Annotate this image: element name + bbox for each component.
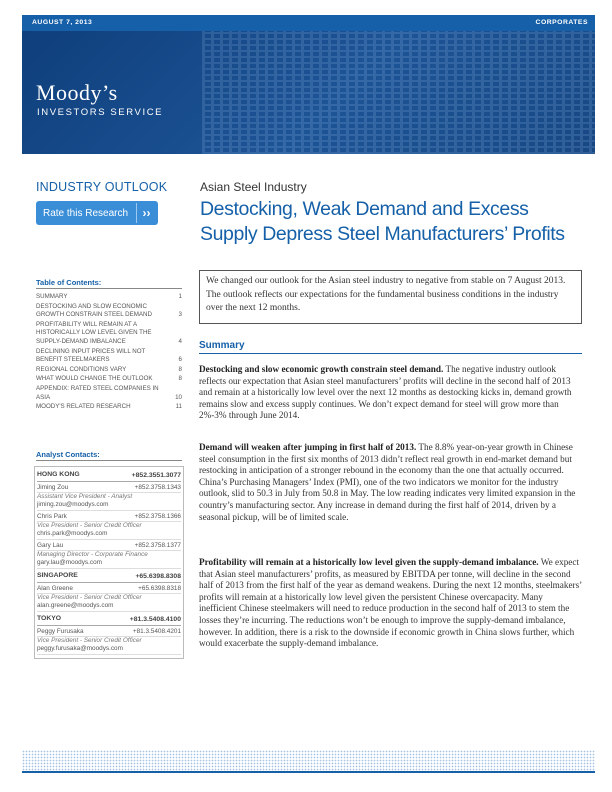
analyst-contacts xyxy=(34,466,184,659)
analyst-role: Assistant Vice President - Analyst xyxy=(37,492,181,501)
toc-item-page: 3 xyxy=(178,311,182,319)
paragraph-lead: Demand will weaken after jumping in first half of 2013. xyxy=(199,442,417,452)
industry-name: Asian Steel Industry xyxy=(200,180,307,194)
summary-heading: Summary xyxy=(199,340,245,351)
analyst-phone: +81.3.5408.4201 xyxy=(132,628,181,635)
office-header xyxy=(37,615,181,626)
analyst-email[interactable]: alan.greene@moodys.com xyxy=(37,602,114,609)
analyst-card xyxy=(37,542,181,569)
office-header xyxy=(37,471,181,482)
chevron-right-icon: ›› xyxy=(136,203,156,223)
analyst-contacts-heading: Analyst Contacts: xyxy=(36,450,100,459)
header-bar xyxy=(22,15,595,31)
analyst-email[interactable]: jiming.zou@moodys.com xyxy=(37,501,109,508)
analyst-role: Vice President - Senior Credit Officer xyxy=(37,593,181,602)
toc-item[interactable] xyxy=(36,348,182,365)
toc-item-page: 4 xyxy=(178,337,182,345)
analyst-phone: +65.6398.8318 xyxy=(138,585,181,592)
analyst-card xyxy=(37,585,181,612)
toc-item-label: REGIONAL CONDITIONS VARY xyxy=(36,365,127,373)
analyst-card xyxy=(37,484,181,511)
analyst-name: Alan Greene xyxy=(37,585,73,592)
analyst-email[interactable]: peggy.furusaka@moodys.com xyxy=(37,645,123,652)
analyst-email[interactable]: gary.lau@moodys.com xyxy=(37,559,102,566)
logo-subtitle: INVESTORS SERVICE xyxy=(37,107,164,118)
paragraph-body: The 8.8% year-on-year growth in Chinese steel consumption in the first six months of 2013 didn’t reflect real growth in end-market demand but restocking in anticipation of a stronger rebound in the economy than the one that actually occurred. China’s Purchasing Managers’ Index (PMI), one of the two indicators we monitor for the industry outlook, slid to 50.3 in July from 50.8 in May. The low reading indicates very limited expansion in the country’s manufacturing sector. Any increase in demand during the first half of 2014, driven by a seasonal pickup, will be of limited scale. xyxy=(199,442,576,522)
toc-item-page: 10 xyxy=(175,393,182,401)
paragraph-lead: Profitability will remain at a historically low level given the supply-demand imbalance. xyxy=(199,557,539,567)
toc-item[interactable] xyxy=(36,366,182,375)
summary-paragraph xyxy=(199,364,582,422)
paragraph-body: We expect that Asian steel manufacturers’ profits, as measured by EBITDA per tonne, will decline in the second half of 2013 from the first half of the year as demand weakens. During the next 12 months, steelmakers’ profits will remain at a historically low level given the persistent Chinese overcapacity. Many inefficient Chinese steelmakers will need to reduce production in the second half of 2013 to stem the losses they’re incurring. The reductions won’t be enough to improve the supply-demand imbalance, however. In addition, there is a risk to the downside if economic growth in China slows further, which would exacerbate the supply-demand imbalance. xyxy=(199,557,582,649)
toc-item-label: DESTOCKING AND SLOW ECONOMIC GROWTH CONSTRAIN STEEL DEMAND xyxy=(36,302,152,319)
analyst-phone: +852.3758.1377 xyxy=(134,542,181,549)
toc-heading: Table of Contents: xyxy=(36,278,102,287)
analyst-card xyxy=(37,513,181,540)
outlook-intro-box: We changed our outlook for the Asian steel industry to negative from stable on 7 August 2013. The outlook reflects our expectations for the fundamental business conditions in the industry over the next 12 months. xyxy=(199,270,582,324)
analyst-role: Managing Director - Corporate Finance xyxy=(37,550,181,559)
analyst-name: Gary Lau xyxy=(37,542,64,549)
footer-pattern xyxy=(22,750,595,772)
analyst-phone: +852.3758.1343 xyxy=(134,484,181,491)
toc-item-label: APPENDIX: RATED STEEL COMPANIES IN ASIA xyxy=(36,384,159,401)
rate-research-button[interactable] xyxy=(36,201,158,225)
toc-item-page: 1 xyxy=(178,293,182,300)
summary-divider xyxy=(199,353,582,354)
toc-item[interactable] xyxy=(36,293,182,302)
toc-item[interactable] xyxy=(36,375,182,384)
summary-paragraph xyxy=(199,557,582,650)
paragraph-body: The negative industry outlook reflects our expectation that Asian steel manufacturers’ profits will decline in the second half of 2013 and remain at a historically low level over the next 12 months as destocking kicks in, demand growth remains slow and excess supply continues. We don’t expect demand for steel will grow more than 2%-3% through June 2014. xyxy=(199,364,572,421)
analyst-name: Chris Park xyxy=(37,513,67,520)
analyst-role: Vice President - Senior Credit Officer xyxy=(37,636,181,645)
toc-item-page: 6 xyxy=(178,356,182,364)
toc-item-label: MOODY'S RELATED RESEARCH xyxy=(36,403,131,411)
table-of-contents xyxy=(36,293,182,413)
analyst-email[interactable]: chris.park@moodys.com xyxy=(37,530,108,537)
toc-item-page: 8 xyxy=(178,375,182,383)
office-city: TOKYO xyxy=(37,615,62,622)
toc-item[interactable] xyxy=(36,303,182,320)
toc-divider xyxy=(36,288,182,289)
report-date: AUGUST 7, 2013 xyxy=(32,19,93,26)
analyst-divider xyxy=(36,460,182,461)
toc-item-page: 11 xyxy=(175,403,182,411)
office-phone: +81.3.5408.4100 xyxy=(129,616,181,623)
office-phone: +65.6398.8308 xyxy=(135,573,181,580)
toc-item-page: 8 xyxy=(178,365,182,373)
analyst-name: Jiming Zou xyxy=(37,484,69,491)
header-banner xyxy=(22,31,595,154)
toc-item[interactable] xyxy=(36,385,182,402)
office-phone: +852.3551.3077 xyxy=(131,472,181,479)
page-title: Destocking, Weak Demand and Excess Supply Depress Steel Manufacturers’ Profits xyxy=(200,198,565,245)
toc-item-label: PROFITABILITY WILL REMAIN AT A HISTORICALLY LOW LEVEL GIVEN THE SUPPLY-DEMAND IMBALANCE xyxy=(36,320,152,345)
office-header xyxy=(37,572,181,583)
banner-pattern xyxy=(202,31,595,154)
office-city: SINGAPORE xyxy=(37,572,78,579)
industry-outlook-label: INDUSTRY OUTLOOK xyxy=(36,180,168,194)
toc-item[interactable] xyxy=(36,403,182,412)
summary-paragraph xyxy=(199,442,582,523)
analyst-name: Peggy Furusaka xyxy=(37,628,84,635)
logo: Moody’s xyxy=(36,80,118,105)
toc-item[interactable] xyxy=(36,321,182,347)
report-category: CORPORATES xyxy=(535,19,588,26)
footer-line xyxy=(22,771,595,773)
analyst-phone: +852.3758.1366 xyxy=(134,513,181,520)
analyst-role: Vice President - Senior Credit Officer xyxy=(37,521,181,530)
office-city: HONG KONG xyxy=(37,471,80,478)
toc-item-label: WHAT WOULD CHANGE THE OUTLOOK xyxy=(36,375,153,383)
analyst-card xyxy=(37,628,181,655)
paragraph-lead: Destocking and slow economic growth constrain steel demand. xyxy=(199,364,444,374)
toc-item-label: DECLINING INPUT PRICES WILL NOT BENEFIT STEELMAKERS xyxy=(36,347,146,364)
rate-research-label: Rate this Research xyxy=(43,208,129,219)
toc-item-label: SUMMARY xyxy=(36,293,68,300)
